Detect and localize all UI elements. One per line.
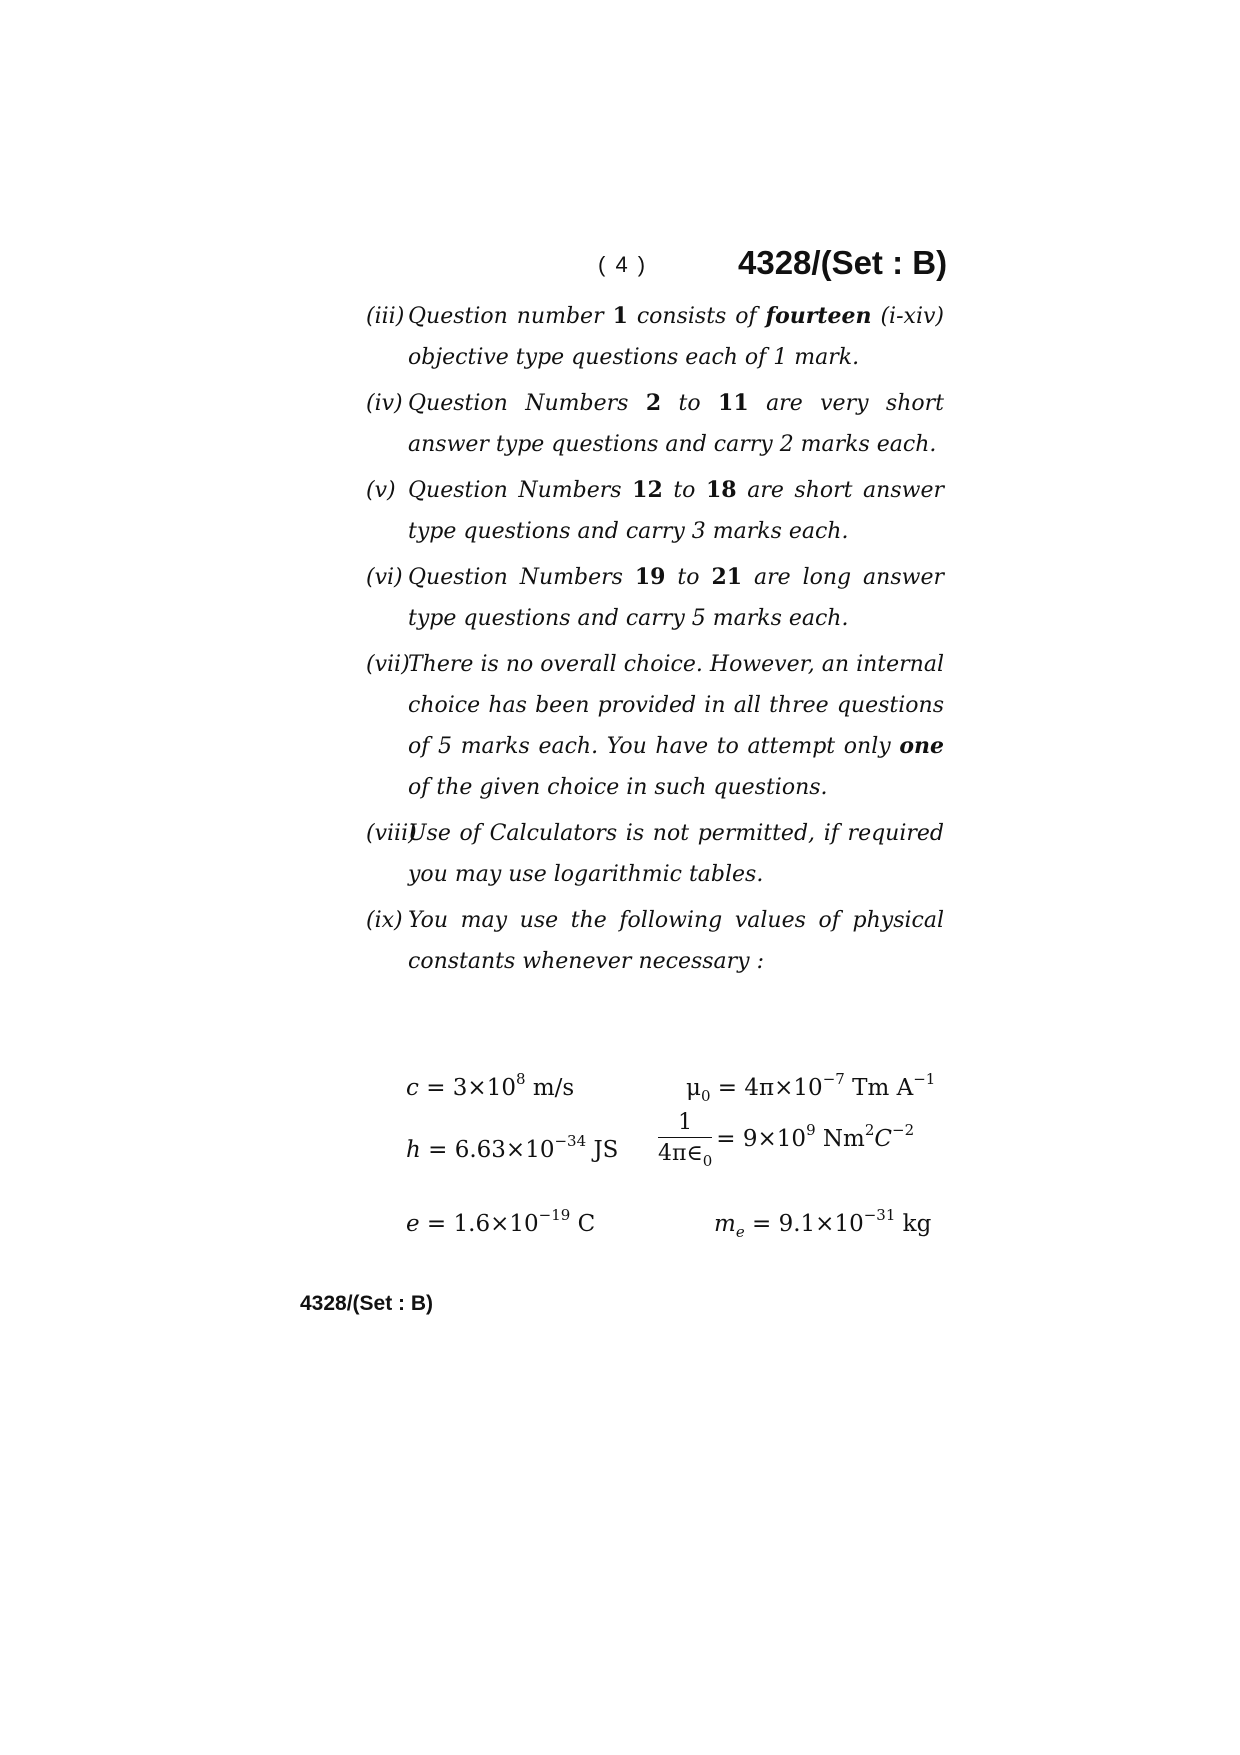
instruction-text: Use of Calculators is not permitted, if required you may use logarithmic tables.: [408, 821, 944, 887]
unit-exponent: −1: [913, 1070, 936, 1088]
exponent: −19: [538, 1206, 571, 1224]
subscript: 0: [700, 1087, 711, 1105]
unit: m/s: [525, 1075, 575, 1101]
bold-number: 21: [711, 564, 743, 590]
item-number: (iv): [366, 391, 403, 416]
symbol: c: [406, 1075, 419, 1101]
subscript: 0: [702, 1152, 713, 1170]
bold-number: 11: [718, 390, 749, 416]
value: = 9.1×10: [744, 1211, 864, 1237]
constant-coulomb: [658, 1110, 914, 1170]
bold-number: 2: [645, 390, 662, 416]
item-number: (viii): [366, 821, 417, 846]
paper-code-header: 4328/(Set : B): [738, 244, 948, 281]
bold-word: fourteen: [765, 303, 872, 329]
symbol: h: [406, 1137, 421, 1163]
constant-electron-mass: [714, 1206, 931, 1241]
fraction: [658, 1110, 712, 1170]
bold-number: 18: [706, 477, 737, 503]
unit-exponent: 2: [864, 1121, 875, 1139]
instruction-text: Question Numbers: [408, 565, 635, 590]
bold-number: 19: [634, 564, 666, 590]
instruction-text: Question number: [408, 304, 613, 329]
instruction-text: are long answer type questions and carry 5 marks each.: [408, 565, 945, 631]
unit: Tm A: [844, 1075, 914, 1101]
item-number: (ix): [366, 908, 403, 933]
value: = 4π×10: [710, 1075, 823, 1101]
exponent: −31: [863, 1206, 896, 1224]
instruction-text: to: [662, 478, 706, 503]
unit: C: [874, 1126, 893, 1152]
instruction-text: are short answer type questions and carry 3 marks each.: [408, 478, 944, 544]
constant-speed-of-light: [406, 1070, 574, 1101]
page-number: ( 4 ): [598, 252, 648, 277]
value: = 9×10: [716, 1126, 807, 1152]
item-number: (vii): [366, 652, 410, 677]
bold-word: one: [899, 733, 944, 759]
footer-paper-code: 4328/(Set : B): [300, 1292, 434, 1315]
instructions-list: [366, 296, 944, 987]
exponent: 8: [515, 1070, 526, 1088]
instruction-text: consists of: [627, 304, 766, 329]
instruction-text: of the given choice in such questions.: [408, 775, 828, 800]
instruction-text: (i-xiv) objective type questions each of 1 mark.: [408, 304, 944, 370]
instruction-iii: [366, 296, 944, 378]
unit: kg: [895, 1211, 932, 1237]
item-number: (iii): [366, 304, 405, 329]
constant-permeability: [686, 1070, 935, 1105]
symbol: μ: [686, 1075, 701, 1101]
value: = 3×10: [418, 1075, 516, 1101]
instruction-text: Question Numbers: [408, 478, 633, 503]
instruction-iv: [366, 383, 944, 465]
unit: C: [570, 1211, 596, 1237]
instruction-v: [366, 470, 944, 552]
exponent: 9: [806, 1121, 816, 1139]
subscript: e: [735, 1223, 745, 1241]
instruction-text: There is no overall choice. However, an internal choice has been provided in all three questions of 5 marks each. You have to attempt only: [408, 652, 944, 759]
instruction-text: Question Numbers: [408, 391, 646, 416]
instruction-text: are very short answer type questions and carry 2 marks each.: [408, 391, 944, 457]
value: = 1.6×10: [419, 1211, 539, 1237]
bold-number: 12: [632, 477, 663, 503]
exponent: −34: [554, 1132, 587, 1150]
unit: JS: [586, 1137, 619, 1163]
numerator: 1: [658, 1110, 712, 1138]
unit: Nm: [815, 1126, 865, 1152]
symbol: e: [406, 1211, 420, 1237]
bold-number: 1: [612, 303, 628, 329]
symbol: m: [714, 1211, 736, 1237]
instruction-vii: [366, 644, 944, 808]
unit-exponent: −2: [892, 1121, 915, 1139]
item-number: (vi): [366, 565, 403, 590]
constant-planck: [406, 1132, 618, 1163]
instruction-ix: [366, 900, 944, 982]
instruction-text: to: [661, 391, 719, 416]
constant-electron-charge: [406, 1206, 595, 1237]
exponent: −7: [822, 1070, 845, 1088]
value: = 6.63×10: [420, 1137, 555, 1163]
instruction-viii: [366, 813, 944, 895]
denominator-text: 4π∈: [658, 1141, 703, 1166]
instruction-vi: [366, 557, 944, 639]
instruction-text: You may use the following values of physical constants whenever necessary :: [408, 908, 944, 974]
item-number: (v): [366, 478, 396, 503]
instruction-text: to: [665, 565, 712, 590]
denominator: [658, 1138, 712, 1170]
